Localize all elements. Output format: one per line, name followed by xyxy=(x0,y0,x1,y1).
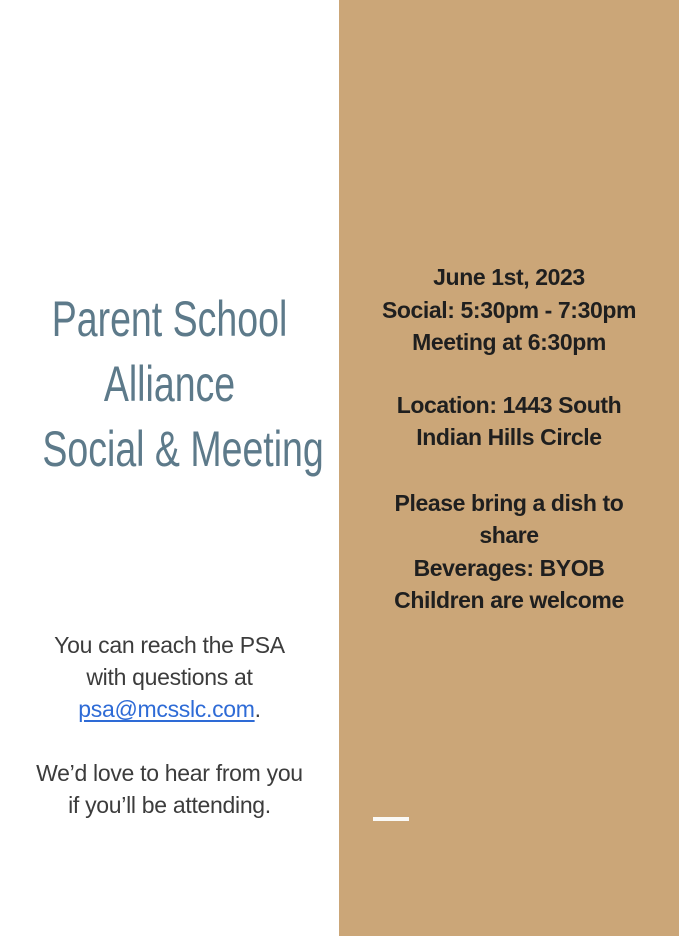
event-detail-dish-2: share xyxy=(479,522,539,548)
contact-line-2: with questions at xyxy=(86,664,253,690)
contact-paragraph-attend xyxy=(0,757,339,821)
divider-dash xyxy=(373,817,409,821)
email-period: . xyxy=(254,696,261,722)
event-detail-dish-1: Please bring a dish to xyxy=(394,489,624,516)
page-title xyxy=(0,287,339,482)
event-datetime xyxy=(339,261,679,359)
contact-line-email xyxy=(0,693,339,725)
title-line-3: Social & Meeting xyxy=(42,421,324,477)
contact-line-4: if you’ll be attending. xyxy=(68,792,271,818)
event-info xyxy=(339,261,679,617)
event-meeting-time: Meeting at 6:30pm xyxy=(412,329,606,355)
event-date: June 1st, 2023 xyxy=(433,264,585,290)
contact-paragraph-reach xyxy=(0,629,339,725)
event-details xyxy=(339,487,679,617)
contact-line-1: You can reach the PSA xyxy=(54,632,285,658)
event-location-line-1: Location: 1443 South xyxy=(396,391,622,418)
contact-line-3: We’d love to hear from you xyxy=(36,760,303,786)
event-detail-beverages: Beverages: BYOB xyxy=(413,554,605,581)
title-line-2: Alliance xyxy=(103,356,236,412)
event-location xyxy=(339,389,679,454)
event-social-time: Social: 5:30pm - 7:30pm xyxy=(381,296,637,323)
event-panel xyxy=(339,0,679,936)
contact-info xyxy=(0,629,339,821)
event-location-line-2: Indian Hills Circle xyxy=(416,424,602,450)
title-line-1: Parent School xyxy=(51,291,288,347)
event-detail-children: Children are welcome xyxy=(394,587,624,613)
email-link[interactable]: psa@mcsslc.com xyxy=(78,696,255,722)
left-column xyxy=(0,0,339,936)
